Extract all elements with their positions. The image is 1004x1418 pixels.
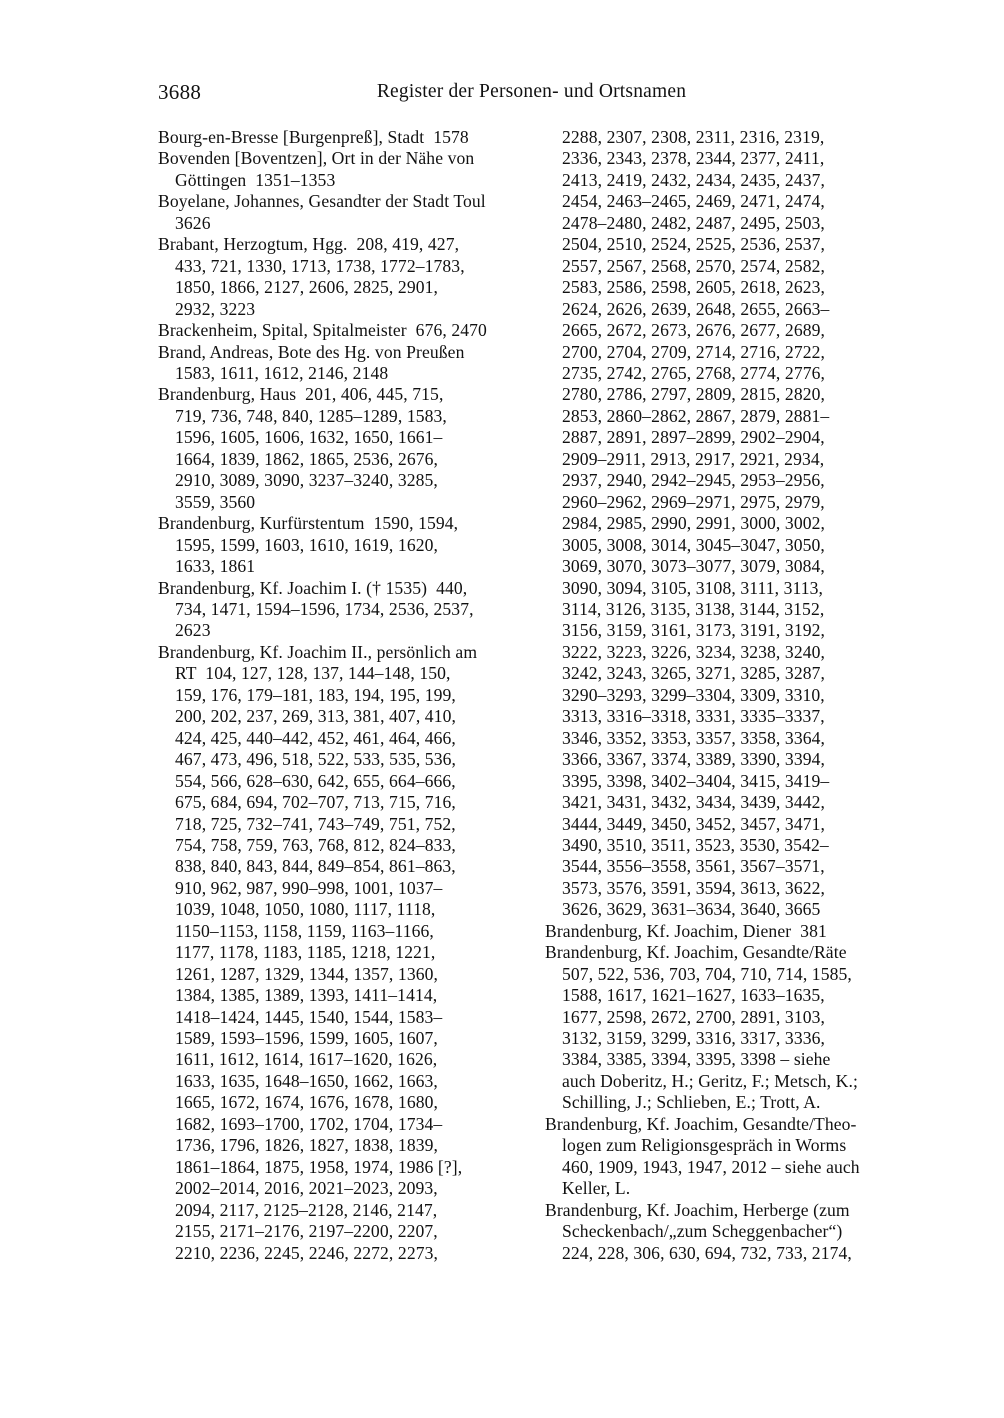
index-line: Brandenburg, Kurfürstentum 1590, 1594, [158, 513, 459, 534]
index-line: 2937, 2940, 2942–2945, 2953–2956, [562, 470, 825, 491]
index-line: Brandenburg, Kf. Joachim I. († 1535) 440, [158, 577, 468, 598]
index-line: Bovenden [Boventzen], Ort in der Nähe von [158, 148, 475, 169]
index-line: 3421, 3431, 3432, 3434, 3439, 3442, [562, 792, 826, 813]
index-text-block [158, 127, 918, 1264]
index-line: 1677, 2598, 2672, 2700, 2891, 3103, [562, 1006, 826, 1027]
right-column [545, 127, 918, 1264]
index-line: Brandenburg, Kf. Joachim, Diener 381 [545, 920, 827, 941]
index-line: 200, 202, 237, 269, 313, 381, 407, 410, [175, 706, 457, 727]
index-line: Boyelane, Johannes, Gesandter der Stadt Toul [158, 191, 486, 212]
index-line: 2932, 3223 [175, 298, 256, 319]
index-line: 2665, 2672, 2673, 2676, 2677, 2689, [562, 320, 826, 341]
index-line: Scheckenbach/„zum Scheggenbacher“) [562, 1221, 843, 1242]
index-line: 2700, 2704, 2709, 2714, 2716, 2722, [562, 341, 826, 362]
index-line: 3444, 3449, 3450, 3452, 3457, 3471, [562, 813, 826, 834]
index-line: 2094, 2117, 2125–2128, 2146, 2147, [175, 1199, 438, 1220]
index-line: 718, 725, 732–741, 743–749, 751, 752, [175, 813, 456, 834]
index-line: 1682, 1693–1700, 1702, 1704, 1734– [175, 1113, 443, 1134]
index-line: 1261, 1287, 1329, 1344, 1357, 1360, [175, 963, 439, 984]
index-line: 507, 522, 536, 703, 704, 710, 714, 1585, [562, 963, 852, 984]
index-line: Göttingen 1351–1353 [175, 169, 336, 190]
running-head [158, 80, 905, 106]
index-line: 3626, 3629, 3631–3634, 3640, 3665 [562, 899, 821, 920]
index-line: 2454, 2463–2465, 2469, 2471, 2474, [562, 191, 825, 212]
index-line: 1596, 1605, 1606, 1632, 1650, 1661– [175, 427, 443, 448]
index-line: 1150–1153, 1158, 1159, 1163–1166, [175, 920, 434, 941]
index-line: 3395, 3398, 3402–3404, 3415, 3419– [562, 770, 830, 791]
index-line: 3114, 3126, 3135, 3138, 3144, 3152, [562, 598, 825, 619]
page-number: 3688 [158, 80, 202, 104]
index-line: 3346, 3352, 3353, 3357, 3358, 3364, [562, 727, 826, 748]
index-line: 1665, 1672, 1674, 1676, 1678, 1680, [175, 1092, 439, 1113]
index-line: 1384, 1385, 1389, 1393, 1411–1414, [175, 985, 438, 1006]
index-line: 910, 962, 987, 990–998, 1001, 1037– [175, 877, 443, 898]
index-line: Brandenburg, Kf. Joachim II., persönlich am [158, 641, 478, 662]
index-line: 2984, 2985, 2990, 2991, 3000, 3002, [562, 513, 826, 534]
index-line: 3290–3293, 3299–3304, 3309, 3310, [562, 684, 825, 705]
index-line: Schilling, J.; Schlieben, E.; Trott, A. [562, 1092, 821, 1113]
index-line: Brandenburg, Haus 201, 406, 445, 715, [158, 384, 444, 405]
index-line: 1664, 1839, 1862, 1865, 2536, 2676, [175, 448, 439, 469]
index-line: Brackenheim, Spital, Spitalmeister 676, 2470 [158, 320, 487, 341]
index-line: 1039, 1048, 1050, 1080, 1117, 1118, [175, 899, 436, 920]
index-line: 2909–2911, 2913, 2917, 2921, 2934, [562, 448, 825, 469]
index-line: auch Doberitz, H.; Geritz, F.; Metsch, K.; [562, 1070, 858, 1091]
index-line: 2210, 2236, 2245, 2246, 2272, 2273, [175, 1242, 439, 1263]
index-line: 675, 684, 694, 702–707, 713, 715, 716, [175, 792, 456, 813]
left-column [158, 127, 531, 1264]
index-line: 467, 473, 496, 518, 522, 533, 535, 536, [175, 749, 457, 770]
index-line: 224, 228, 306, 630, 694, 732, 733, 2174, [562, 1242, 852, 1263]
index-line: 2623 [175, 620, 211, 641]
index-line: 1588, 1617, 1621–1627, 1633–1635, [562, 985, 825, 1006]
index-line: Brand, Andreas, Bote des Hg. von Preußen [158, 341, 465, 362]
index-line: 3573, 3576, 3591, 3594, 3613, 3622, [562, 877, 826, 898]
index-line: 3490, 3510, 3511, 3523, 3530, 3542– [562, 834, 829, 855]
index-line: Brandenburg, Kf. Joachim, Gesandte/Räte [545, 942, 847, 963]
index-line: 2960–2962, 2969–2971, 2975, 2979, [562, 491, 825, 512]
index-line: 3366, 3367, 3374, 3389, 3390, 3394, [562, 749, 826, 770]
index-line: Brabant, Herzogtum, Hgg. 208, 419, 427, [158, 234, 460, 255]
index-line: 2336, 2343, 2378, 2344, 2377, 2411, [562, 148, 825, 169]
index-line: 838, 840, 843, 844, 849–854, 861–863, [175, 856, 456, 877]
index-line: 3090, 3094, 3105, 3108, 3111, 3113, [562, 577, 824, 598]
index-line: 2002–2014, 2016, 2021–2023, 2093, [175, 1178, 438, 1199]
index-line: 1633, 1861 [175, 556, 256, 577]
index-line: 2735, 2742, 2765, 2768, 2774, 2776, [562, 362, 826, 383]
index-line: 1611, 1612, 1614, 1617–1620, 1626, [175, 1049, 438, 1070]
index-line: 2413, 2419, 2432, 2434, 2435, 2437, [562, 169, 826, 190]
index-line: 2478–2480, 2482, 2487, 2495, 2503, [562, 212, 825, 233]
index-line: 3384, 3385, 3394, 3395, 3398 – siehe [562, 1049, 831, 1070]
index-line: 1736, 1796, 1826, 1827, 1838, 1839, [175, 1135, 439, 1156]
index-line: 1177, 1178, 1183, 1185, 1218, 1221, [175, 942, 436, 963]
index-line: 1595, 1599, 1603, 1610, 1619, 1620, [175, 534, 439, 555]
index-line: 1418–1424, 1445, 1540, 1544, 1583– [175, 1006, 443, 1027]
index-line: 159, 176, 179–181, 183, 194, 195, 199, [175, 684, 456, 705]
index-line: 2624, 2626, 2639, 2648, 2655, 2663– [562, 298, 830, 319]
index-line: logen zum Religionsgespräch in Worms [562, 1135, 847, 1156]
index-line: 2288, 2307, 2308, 2311, 2316, 2319, [562, 127, 825, 147]
index-line: 3222, 3223, 3226, 3234, 3238, 3240, [562, 641, 826, 662]
index-line: RT 104, 127, 128, 137, 144–148, 150, [175, 663, 451, 684]
index-line: 3069, 3070, 3073–3077, 3079, 3084, [562, 556, 825, 577]
index-line: Keller, L. [562, 1178, 631, 1199]
index-line: 754, 758, 759, 763, 768, 812, 824–833, [175, 834, 456, 855]
index-line: 1589, 1593–1596, 1599, 1605, 1607, [175, 1028, 438, 1049]
index-line: 2780, 2786, 2797, 2809, 2815, 2820, [562, 384, 826, 405]
index-line: 3156, 3159, 3161, 3173, 3191, 3192, [562, 620, 826, 641]
index-line: Bourg-en-Bresse [Burgenpreß], Stadt 1578 [158, 127, 469, 147]
index-line: 734, 1471, 1594–1596, 1734, 2536, 2537, [175, 598, 474, 619]
index-line: 3242, 3243, 3265, 3271, 3285, 3287, [562, 663, 826, 684]
index-line: Brandenburg, Kf. Joachim, Gesandte/Theo- [545, 1113, 857, 1134]
index-line: 2155, 2171–2176, 2197–2200, 2207, [175, 1221, 438, 1242]
page-title: Register der Personen- und Ortsnamen [376, 81, 687, 102]
index-line: 1850, 1866, 2127, 2606, 2825, 2901, [175, 277, 439, 298]
index-line: 2557, 2567, 2568, 2570, 2574, 2582, [562, 255, 826, 276]
index-line: 3132, 3159, 3299, 3316, 3317, 3336, [562, 1028, 826, 1049]
index-line: 1861–1864, 1875, 1958, 1974, 1986 [?], [175, 1156, 463, 1177]
index-line: 424, 425, 440–442, 452, 461, 464, 466, [175, 727, 456, 748]
index-line: 3626 [175, 212, 211, 233]
index-line: 3559, 3560 [175, 491, 256, 512]
index-line: 3544, 3556–3558, 3561, 3567–3571, [562, 856, 825, 877]
index-line: 2853, 2860–2862, 2867, 2879, 2881– [562, 405, 830, 426]
index-line: 433, 721, 1330, 1713, 1738, 1772–1783, [175, 255, 465, 276]
index-line: 1633, 1635, 1648–1650, 1662, 1663, [175, 1070, 438, 1091]
index-line: 554, 566, 628–630, 642, 655, 664–666, [175, 770, 456, 791]
index-line: 3313, 3316–3318, 3331, 3335–3337, [562, 706, 825, 727]
index-line: 2910, 3089, 3090, 3237–3240, 3285, [175, 470, 438, 491]
index-line: Brandenburg, Kf. Joachim, Herberge (zum [545, 1199, 850, 1220]
index-line: 460, 1909, 1943, 1947, 2012 – siehe auch [562, 1156, 860, 1177]
index-line: 2583, 2586, 2598, 2605, 2618, 2623, [562, 277, 826, 298]
index-line: 2887, 2891, 2897–2899, 2902–2904, [562, 427, 825, 448]
index-line: 3005, 3008, 3014, 3045–3047, 3050, [562, 534, 825, 555]
index-line: 2504, 2510, 2524, 2525, 2536, 2537, [562, 234, 826, 255]
index-line: 719, 736, 748, 840, 1285–1289, 1583, [175, 405, 447, 426]
index-line: 1583, 1611, 1612, 2146, 2148 [175, 362, 389, 383]
